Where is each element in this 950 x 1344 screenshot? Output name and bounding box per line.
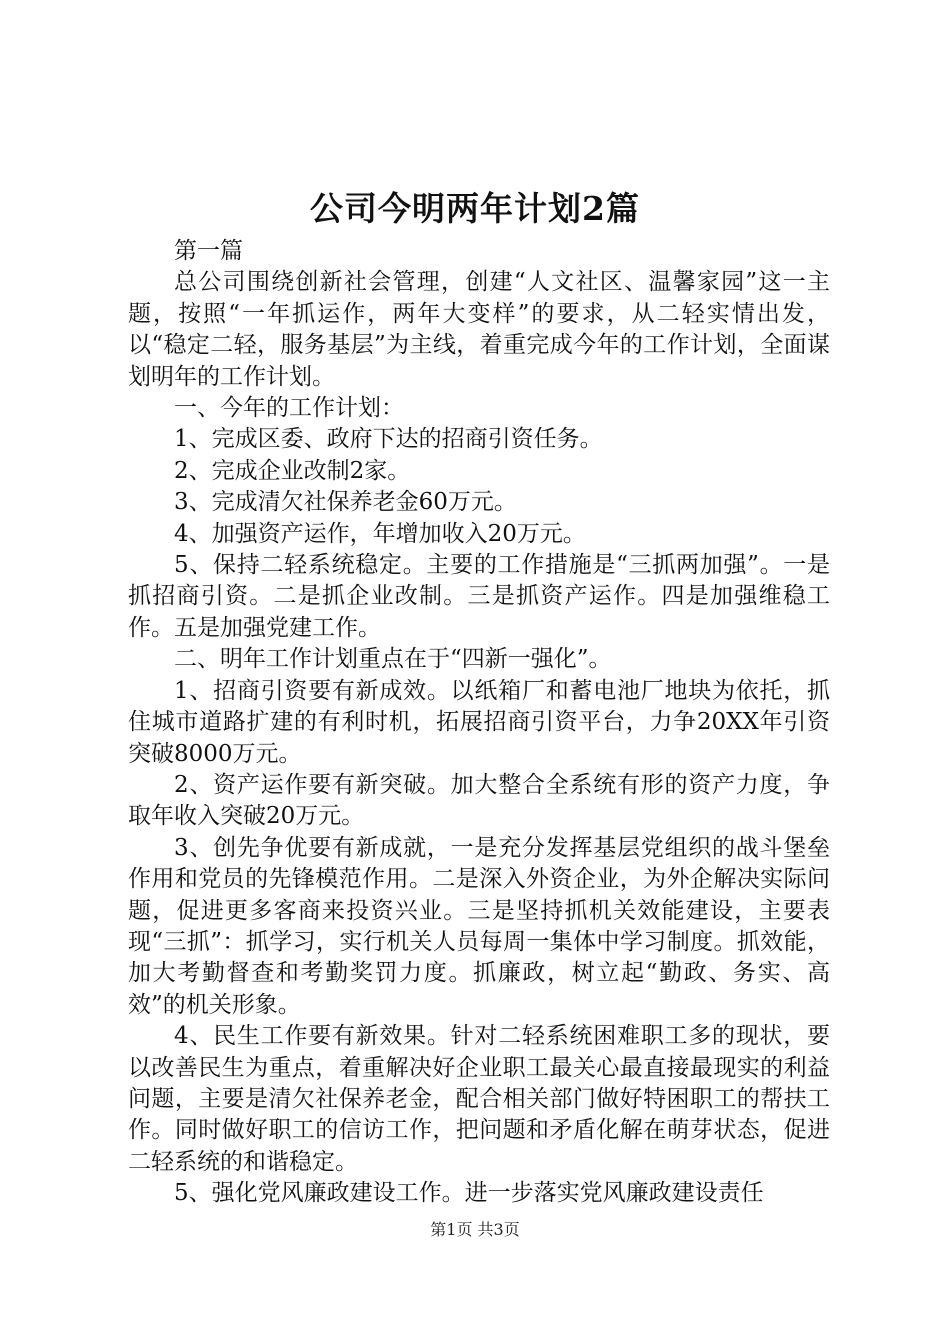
paragraph: 1、完成区委、政府下达的招商引资任务。 [174, 426, 603, 453]
paragraph: 第一篇 [174, 238, 243, 264]
document-title: 公司今明两年计划2篇 [310, 189, 640, 228]
paragraph: 4、加强资产运作，年增加收入20万元。 [174, 520, 586, 547]
paragraph: 5、保持二轻系统稳定。主要的工作措施是“三抓两加强”。一是抓招商引资。二是抓企业改制。三是抓资产运作。四是加强维稳工作。五是加强党建工作。 [128, 552, 830, 641]
paragraph: 2、资产运作要有新突破。加大整合全系统有形的资产力度，争取年收入突破20万元。 [128, 771, 830, 830]
paragraph: 总公司围绕创新社会管理，创建“人文社区、温馨家园”这一主题，按照“一年抓运作，两年大变样”的要求，从二轻实情出发，以“稳定二轻，服务基层”为主线，着重完成今年的工作计划，全面谋划明年的工作计划。 [128, 269, 830, 390]
paragraph: 2、完成企业改制2家。 [174, 457, 411, 484]
paragraph: 二、明年工作计划重点在于“四新一强化”。 [174, 646, 612, 673]
paragraph: 3、完成清欠社保养老金60万元。 [174, 489, 517, 516]
paragraph: 1、招商引资要有新成效。以纸箱厂和蓄电池厂地块为依托，抓住城市道路扩建的有利时机，拓展招商引资平台，力争20XX年引资突破8000万元。 [128, 677, 830, 767]
paragraph: 4、民生工作要有新效果。针对二轻系统困难职工多的现状，要以改善民生为重点，着重解决好企业职工最关心最直接最现实的利益问题，主要是清欠社保养老金，配合相关部门做好特困职工的帮扶工作。同时做好职工的信访工作，把问题和矛盾化解在萌芽状态，促进二轻系统的和谐稳定。 [128, 1023, 830, 1175]
paragraph: 3、创先争优要有新成就，一是充分发挥基层党组织的战斗堡垒作用和党员的先锋模范作用。二是深入外资企业，为外企解决实际问题，促进更多客商来投资兴业。三是坚持抓机关效能建设，主要表现“三抓”：抓学习，实行机关人员每周一集体中学习制度。抓效能，加大考勤督查和考勤奖罚力度。抓廉政，树立起“勤政、务实、高效”的机关形象。 [128, 834, 830, 1018]
page-indicator: 第1页 共3页 [430, 1220, 520, 1239]
document-body [128, 236, 830, 1210]
paragraph: 一、今年的工作计划： [174, 395, 404, 422]
paragraph: 5、强化党风廉政建设工作。进一步落实党风廉政建设责任 [174, 1180, 764, 1207]
